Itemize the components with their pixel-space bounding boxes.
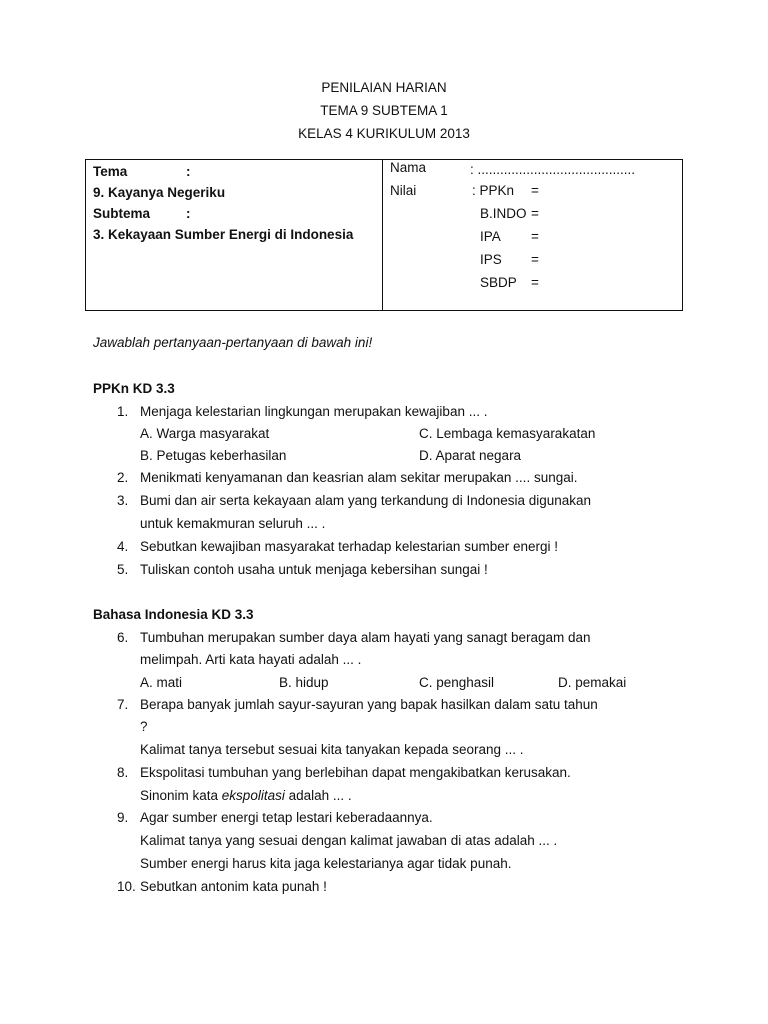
q6-text-cont: melimpah. Arti kata hayati adalah ... .: [140, 652, 362, 667]
q1-number: 1.: [117, 404, 129, 419]
q1-option-a: A. Warga masyarakat: [140, 426, 270, 441]
q1-option-c: C. Lembaga kemasyarakatan: [419, 426, 596, 441]
q9-text-cont-2: Sumber energi harus kita jaga kelestarianya agar tidak punah.: [140, 856, 512, 871]
subtema-value: 3. Kekayaan Sumber Energi di Indonesia: [93, 227, 354, 242]
q8-text: Ekspolitasi tumbuhan yang berlebihan dapat mengakibatkan kerusakan.: [140, 765, 571, 780]
title-line-1: PENILAIAN HARIAN: [321, 80, 447, 95]
q9-text: Agar sumber energi tetap lestari keberadaannya.: [140, 810, 433, 825]
q6-text: Tumbuhan merupakan sumber daya alam hayati yang sanagt beragam dan: [140, 630, 591, 645]
title-line-2: TEMA 9 SUBTEMA 1: [320, 103, 448, 118]
q10-text: Sebutkan antonim kata punah !: [140, 879, 327, 894]
q5-number: 5.: [117, 562, 129, 577]
q8-text-suffix: adalah ... .: [284, 788, 352, 803]
q4-text: Sebutkan kewajiban masyarakat terhadap kelestarian sumber energi !: [140, 539, 558, 554]
tema-colon: :: [186, 164, 191, 179]
q7-text: Berapa banyak jumlah sayur-sayuran yang bapak hasilkan dalam satu tahun: [140, 697, 598, 712]
score-eq-ipa: =: [531, 229, 539, 244]
q3-number: 3.: [117, 493, 129, 508]
q2-text: Menikmati kenyamanan dan keasrian alam sekitar merupakan .... sungai.: [140, 470, 578, 485]
q6-option-b: B. hidup: [279, 675, 329, 690]
q9-text-cont: Kalimat tanya yang sesuai dengan kalimat jawaban di atas adalah ... .: [140, 833, 558, 848]
q5-text: Tuliskan contoh usaha untuk menjaga kebersihan sungai !: [140, 562, 488, 577]
q6-option-c: C. penghasil: [419, 675, 495, 690]
q8-text-prefix: Sinonim kata: [140, 788, 222, 803]
score-label-ipa: IPA: [480, 229, 501, 244]
nama-field[interactable]: : ..........................................: [470, 162, 636, 177]
section-heading-ppkn: PPKn KD 3.3: [93, 381, 175, 396]
q6-option-a: A. mati: [140, 675, 183, 690]
tema-label: Tema: [93, 164, 128, 179]
score-label-bindo: B.INDO: [480, 206, 527, 221]
subtema-label: Subtema: [93, 206, 151, 221]
q3-text-cont: untuk kemakmuran seluruh ... .: [140, 516, 326, 531]
q7-text-cont: ?: [140, 719, 148, 734]
section-heading-bindo: Bahasa Indonesia KD 3.3: [93, 607, 254, 622]
score-eq-sbdp: =: [531, 275, 539, 290]
info-box-divider: [382, 159, 383, 311]
q1-text: Menjaga kelestarian lingkungan merupakan kewajiban ... .: [140, 404, 488, 419]
title-line-3: KELAS 4 KURIKULUM 2013: [298, 126, 470, 141]
q6-option-d: D. pemakai: [558, 675, 627, 690]
q1-option-d: D. Aparat negara: [419, 448, 522, 463]
q8-text-cont: [140, 788, 352, 803]
q4-number: 4.: [117, 539, 129, 554]
score-eq-ips: =: [531, 252, 539, 267]
subtema-colon: :: [186, 206, 191, 221]
q7-number: 7.: [117, 697, 129, 712]
q7-text-cont-2: Kalimat tanya tersebut sesuai kita tanyakan kepada seorang ... .: [140, 742, 524, 757]
q2-number: 2.: [117, 470, 129, 485]
nama-label: Nama: [390, 160, 427, 175]
nilai-label: Nilai: [390, 183, 417, 198]
score-label-ips: IPS: [480, 252, 502, 267]
q8-term: ekspolitasi: [221, 788, 285, 803]
score-eq-ppkn: =: [531, 183, 539, 198]
score-label-sbdp: SBDP: [480, 275, 517, 290]
instruction-text: Jawablah pertanyaan-pertanyaan di bawah ini!: [93, 335, 373, 350]
q10-number: 10.: [117, 879, 136, 894]
score-eq-bindo: =: [531, 206, 539, 221]
score-label-ppkn: : PPKn: [472, 183, 515, 198]
q1-option-b: B. Petugas keberhasilan: [140, 448, 287, 463]
tema-value: 9. Kayanya Negeriku: [93, 185, 226, 200]
q3-text: Bumi dan air serta kekayaan alam yang terkandung di Indonesia digunakan: [140, 493, 592, 508]
q6-number: 6.: [117, 630, 129, 645]
q9-number: 9.: [117, 810, 129, 825]
q8-number: 8.: [117, 765, 129, 780]
